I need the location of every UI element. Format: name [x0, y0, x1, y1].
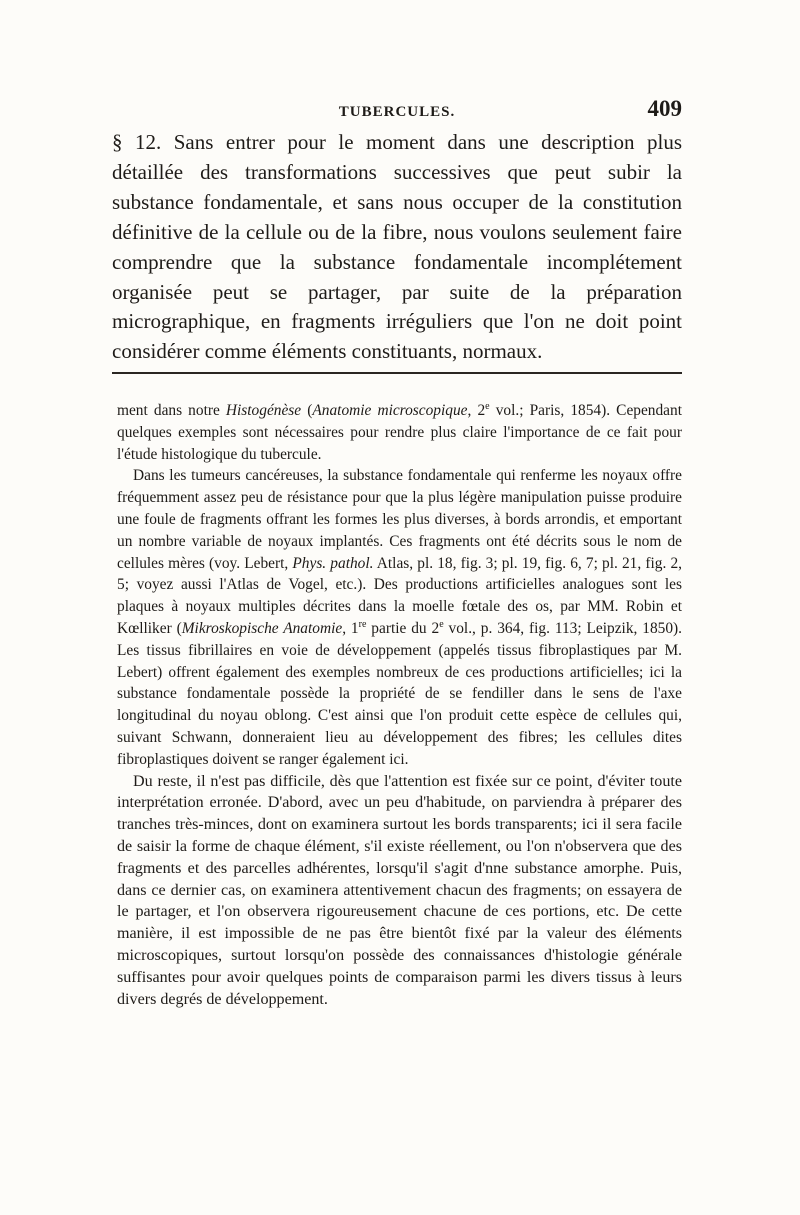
histogenese-title: Histogénèse	[225, 402, 302, 419]
mikroskopische-anatomie-title: Mikroskopische Anatomie	[181, 619, 343, 637]
note-p1-paren: (	[301, 402, 313, 419]
note-p1-edition: , 2	[467, 402, 486, 419]
section-12-paragraph: § 12. Sans entrer pour le moment dans une description plus détaillée des transformations successives que peut subir la substance fondamentale, et sans nous occuper de la constitution définitive de la cellule ou de la fibre, nous voulons seulement faire comprendre que la substance fondamentale incomplétement organisée peut se partager, par suite de la préparation micrographique, en fragments irréguliers que l'on ne doit point considérer comme éléments constituants, normaux.	[112, 130, 682, 364]
anatomie-microscopique-title: Anatomie microscopique	[312, 402, 468, 419]
note-p2-part3: , 1	[342, 619, 359, 637]
note-p1-lead: ment dans notre	[117, 402, 226, 419]
note-paragraph-2	[117, 465, 682, 770]
footnote-text	[117, 400, 682, 1010]
note-p2-part1: Dans les tumeurs cancéreuses, la substance fondamentale qui renferme les noyaux offre fréquemment assez peu de résistance pour que la plus légère manipulation puisse produire une foule de fragments offrant les formes les plus diverses, à bords arrondis, et emportant un nombre variable de noyaux implantés. Ces fragments ont été décrits sous le nom de cellules mères (voy. Lebert,	[117, 467, 682, 572]
note-p2-sup1: re	[358, 618, 367, 630]
note-paragraph-3: Du reste, il n'est pas difficile, dès que l'attention est fixée sur ce point, d'éviter toute interprétation erronée. D'abord, avec un peu d'habitude, on parviendra à préparer des tranches très-minces, dont on examinera surtout les bords transparents; ici il sera facile de saisir la forme de chaque élément, s'il existe réellement, ou l'on n'observera que des fragments et des parcelles adhérentes, lorsqu'il s'agit d'nne substance amorphe. Puis, dans ce dernier cas, on examinera attentivement chacun des fragments; on essayera de le partager, et l'on observera rigoureusement chacune de ces portions, etc. De cette manière, il est impossible de ne pas être bientôt fixé par la valeur des éléments microscopiques, surtout lorsqu'on possède des connaissances d'histologie générale suffisantes pour avoir quelques points de comparaison parmi les divers tissus à leurs divers degrés de développement.	[117, 772, 682, 1008]
running-head: TUBERCULES.	[338, 104, 456, 120]
footnote-rule	[112, 372, 682, 374]
note-p2-part4: vol., p. 364, fig. 113; Leipzik, 1850). Les tissus fibrillaires en voie de développement (appelés tissus fibroplastiques par M. Lebert) offrent également des exemples nombreux de ces productions artificielles; ici la substance fondamentale possède la propriété de se fendiller dans le sens de l'axe longitudinal du noyau oblong. C'est ainsi que l'on produit cette espèce de cellules qui, suivant Schwann, donneraient lieu au développement des fibres; les cellules dites fibroplastiques doivent se ranger également ici.	[117, 619, 682, 768]
page-header	[112, 96, 682, 126]
note-p1-edition-sup: e	[485, 400, 490, 412]
note-paragraph-1	[117, 400, 682, 465]
main-text	[112, 128, 682, 367]
phys-pathol-title: Phys. pathol.	[292, 554, 374, 572]
note-p2-sup2: e	[439, 618, 444, 630]
page-number: 409	[647, 96, 682, 121]
note-p2-part2: Atlas, pl. 18, fig. 3; pl. 19, fig. 6, 7; pl. 21, fig. 2, 5; voyez aussi l'Atlas de Vogel, etc.). Des productions artificielles analogues sont les plaques à noyaux multiples décrites dans la moelle fœtale des os, par MM. Robin et Kœlliker (	[117, 554, 682, 637]
note-p1-rest: vol.; Paris, 1854). Cependant quelques exemples sont nécessaires pour rendre plus claire l'importance de ce fait pour l'étude histologique du tubercule.	[117, 402, 682, 463]
note-p2-part3-mid: partie du 2	[366, 619, 440, 637]
